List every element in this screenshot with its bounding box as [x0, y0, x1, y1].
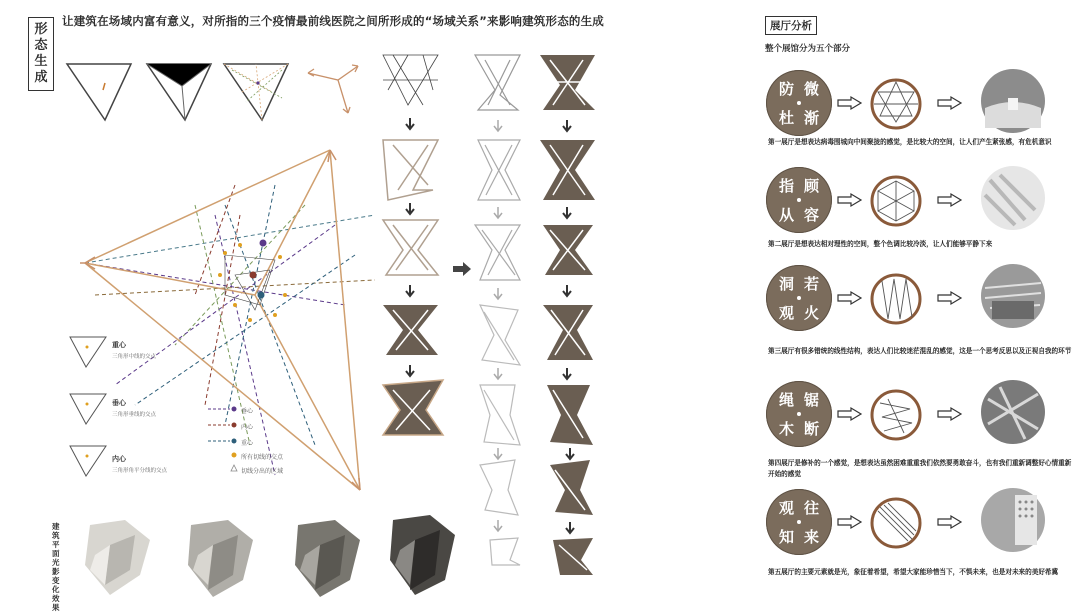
- hall-2-char-1: 指: [779, 177, 795, 195]
- hall-3-arrow-2: [937, 291, 963, 305]
- hall-5-arrow-2: [937, 515, 963, 529]
- hall-5-description: 第五展厅的主要元素就是光，象征着希望，希望大家能珍惜当下，不惧未来，也是对未来的美好希冀: [768, 568, 1059, 576]
- hall-1-char-3: 杜: [779, 109, 795, 127]
- form-evolution-column-1: [378, 50, 453, 450]
- hall-2-pattern-icon: [870, 175, 922, 227]
- hall-4-arrow-1: [837, 407, 863, 421]
- triangle-sketch-1: [65, 58, 135, 122]
- vertical-title: 形态生成: [28, 17, 54, 91]
- legend-orthocenter-sub: 三角形垂线的交点: [112, 412, 157, 418]
- hall-5-char-4: 来: [804, 528, 820, 546]
- hall-analysis-title: 展厅分析: [765, 16, 817, 35]
- key-centroid: 重心: [241, 440, 254, 447]
- render-light-4: [385, 510, 460, 600]
- arrow-star-sketch: [300, 58, 370, 122]
- key-intersections: 所有切线的交点: [241, 454, 284, 461]
- legend-centroid-sub: 三角形中线的交点: [112, 354, 157, 360]
- hall-1-render: [980, 68, 1046, 134]
- hall-5-render: [980, 487, 1046, 553]
- hall-5-char-3: 知: [779, 528, 795, 546]
- hall-1-arrow-1: [837, 96, 863, 110]
- hall-3-dot: [797, 296, 801, 300]
- hall-1-description: 第一展厅是想表达病毒围城向中间聚拢的感觉，是比较大的空间，让人们产生紧张感，有危机意识: [768, 138, 1052, 146]
- hall-3-char-2: 若: [804, 275, 820, 293]
- legend-centroid-label: 重心: [112, 341, 126, 349]
- hall-4-disc: [766, 381, 832, 447]
- hall-3-arrow-1: [837, 291, 863, 305]
- hall-5-pattern-icon: [870, 497, 922, 549]
- hall-2-render: [980, 165, 1046, 231]
- hall-1-char-4: 渐: [804, 109, 820, 127]
- hall-1-char-1: 防: [779, 80, 795, 98]
- hall-2-char-3: 从: [779, 206, 795, 224]
- form-evolution-column-3: [535, 50, 605, 580]
- form-evolution-column-2: [470, 50, 530, 570]
- hall-3-description: 第三展厅有很多错统的线性结构，表达人们比较迷茫混乱的感觉，这是一个思考反思以及正视自我的环节: [768, 347, 1072, 355]
- hall-2-dot: [797, 198, 801, 202]
- hall-1-dot: [797, 101, 801, 105]
- hall-1-arrow-2: [937, 96, 963, 110]
- render-light-1: [80, 515, 155, 600]
- hall-5-char-2: 往: [804, 499, 820, 517]
- hall-5-dot: [797, 520, 801, 524]
- hall-2-char-2: 顾: [804, 177, 820, 195]
- page-heading: 让建筑在场域内富有意义，对所指的三个疫情最前线医院之间所形成的“场域关系”来影响建筑形态的生成: [62, 14, 605, 28]
- hall-3-disc: [766, 265, 832, 331]
- hall-1-pattern-icon: [870, 78, 922, 130]
- key-incenter: 内心: [241, 424, 254, 431]
- hall-2-disc: [766, 167, 832, 233]
- hall-3-char-3: 观: [779, 304, 795, 322]
- hall-5-disc: [766, 489, 832, 555]
- hall-2-arrow-2: [937, 193, 963, 207]
- hall-2-description: 第二展厅是想表达相对理性的空间，整个色调比较冷淡，让人们能够平静下来: [768, 240, 993, 248]
- hall-4-arrow-2: [937, 407, 963, 421]
- hall-4-dot: [797, 412, 801, 416]
- hall-4-char-3: 木: [779, 420, 795, 438]
- key-orthocenter: 垂心: [241, 408, 254, 415]
- hall-2-arrow-1: [837, 193, 863, 207]
- hall-5-arrow-1: [837, 515, 863, 529]
- hall-5-char-1: 观: [779, 499, 795, 517]
- bottom-caption: 建筑平面光影变化效果: [52, 522, 60, 612]
- hall-3-char-1: 洞: [779, 275, 795, 293]
- legend-incenter-sub: 三角形角平分线的交点: [112, 468, 168, 474]
- render-light-3: [290, 515, 365, 600]
- hall-4-char-4: 断: [804, 420, 820, 438]
- incenter-triangle: [68, 442, 108, 478]
- hall-4-char-2: 锯: [804, 391, 820, 409]
- triangle-sketch-3: [222, 58, 292, 122]
- hall-3-pattern-icon: [870, 273, 922, 325]
- centroid-triangle: [68, 333, 108, 369]
- hall-1-char-2: 微: [804, 80, 820, 98]
- legend-orthocenter-label: 垂心: [112, 399, 126, 407]
- hall-1-disc: [766, 70, 832, 136]
- key-regions: 切线分出的区域: [241, 468, 284, 475]
- hall-4-char-1: 绳: [779, 391, 795, 409]
- hall-4-render: [980, 379, 1046, 445]
- hall-3-render: [980, 263, 1046, 329]
- triangle-sketch-2: [145, 58, 215, 122]
- hall-2-char-4: 容: [804, 206, 820, 224]
- legend-incenter-label: 内心: [112, 455, 126, 463]
- hall-4-pattern-icon: [870, 389, 922, 441]
- hall-analysis-subtitle: 整个展馆分为五个部分: [765, 44, 851, 54]
- render-light-2: [183, 515, 258, 600]
- hall-4-description: 第四展厅是修补的一个感觉，是想表达虽然困难重重我们依然要勇敢奋斗，也有我们重新调整好心情重新开始的感觉: [768, 459, 1072, 478]
- hall-3-char-4: 火: [804, 304, 820, 322]
- orthocenter-triangle: [68, 390, 108, 426]
